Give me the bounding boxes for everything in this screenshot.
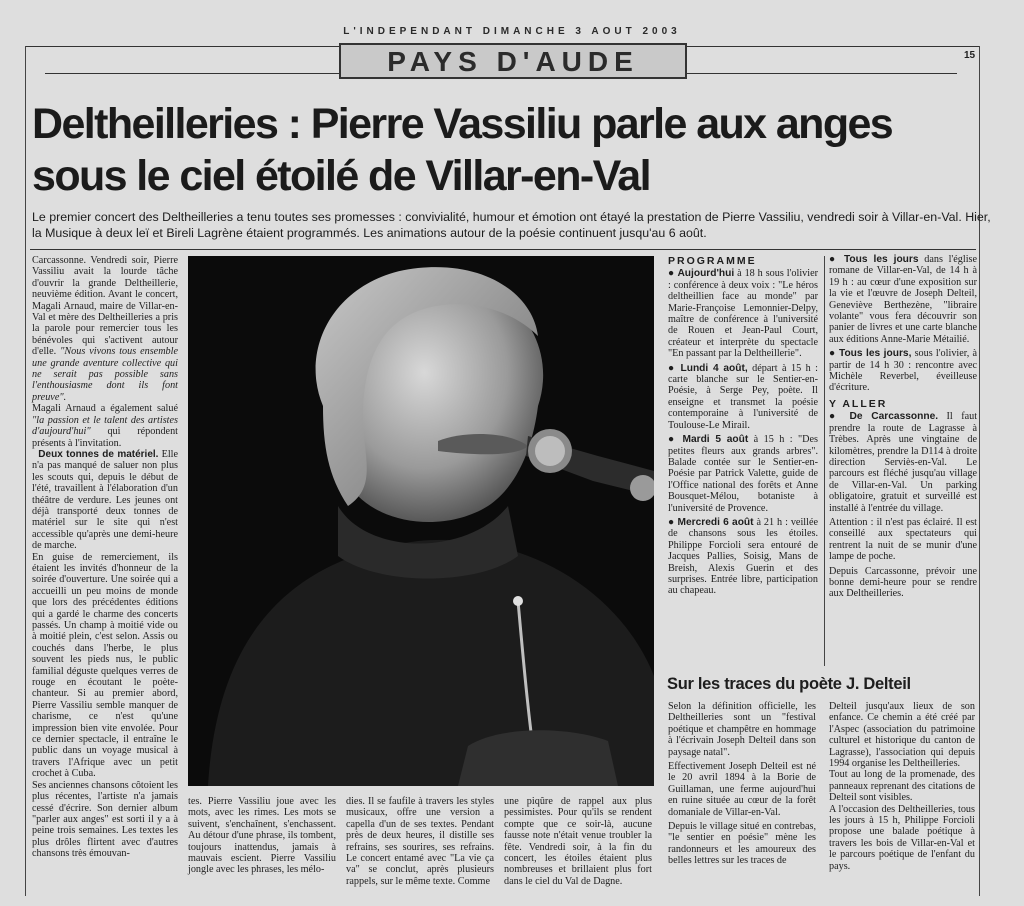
traces-para: Tout au long de la promenade, des panneaux reprenant des citations de Delteil sont visibles. <box>829 769 975 804</box>
col1-para <box>32 255 178 403</box>
page-number: 15 <box>964 50 976 61</box>
col1-quote: "la passion et le talent des artistes d'aujourd'hui" <box>32 414 178 438</box>
col1-text: Carcassonne. Vendredi soir, Pierre Vassiliu avait la lourde tâche d'ouvrir la grande Deltheillerie, neuvième édition. Avant le concert, Magali Arnaud, maire de Villar-en-Val et mère des Deltheilleries a pris la parole pour remercier tous les bénévoles qui s'activent autour d'elle. <box>32 255 178 358</box>
programme-item-text: à 18 h sous l'olivier : conférence à deux voix : "Le héros deltheillien face au monde" par Marie-Françoise Lemonnier-Delpy, maître de conférence à l'université de Rouen et Jean-Paul Court, créateur et interprète du spectacle "En passant par la Deltheillerie". <box>668 268 818 360</box>
y-aller-title: Y ALLER <box>829 397 888 410</box>
info-item: ● De Carcassonne. Il faut prendre la route de Lagrasse à Trèbes. Après une vingtaine de kilomètres, prendre la D114 à droite direction Serviès-en-Val. Le parcours est fléché jusqu'au village de Villar-en-Val. Un parking obligatoire, gratuit et surveillé est installé à l'entrée du village. <box>829 411 978 514</box>
traces-subhead: Sur les traces du poète J. Delteil <box>667 675 911 693</box>
traces-para: Selon la définition officielle, les Deltheilleries sont un "festival poétique et champêtre en hommage à l'écrivain Joseph Delteil dans son paysage natal". <box>668 701 816 758</box>
rule-under-standfirst <box>30 249 976 250</box>
rule-right-mid <box>687 73 957 74</box>
traces-column-left <box>668 701 816 867</box>
programme-item-text: à 15 h : "Des petites fleurs aux grands arbres". Balade contée sur le Sentier-en-Poésie par Patrick Valette, guide de l'Office national des forêts et Anne Bousquet-Mélou, botaniste à l'université de Provence. <box>668 434 819 514</box>
headline: Deltheilleries : Pierre Vassiliu parle aux anges sous le ciel étoilé de Villar-en-Val <box>32 100 893 200</box>
col1-quote: "Nous vivons tous ensemble une grande aventure collective qui ne serait pas possible sans l'enthousiasme dont ils font preuve". <box>32 346 179 403</box>
programme-column <box>668 254 818 597</box>
col1-text: qui répondent présents à l'invitation. <box>32 426 178 449</box>
traces-para: Depuis le village situé en contrebas, "le sentier en poésie" mène les randonneurs et les amoureux des belles lettres sur les traces de <box>668 821 816 867</box>
info-item: ● Tous les jours, sous l'olivier, à partir de 14 h 30 : rencontre avec Michèle Reverbel, éveilleuse d'écriture. <box>829 348 978 394</box>
info-item: ● Tous les jours dans l'église romane de Villar-en-Val, de 14 h à 19 h : au cœur d'une exposition sur la vie et l'œuvre de Joseph Delteil, Geneviève Berthezène, "libraire volante" vous fera découvrir son panier de livres et une carte blanche aux éditions Anne-Marie Métailié. <box>829 254 978 345</box>
bottom-column-two: dies. Il se faufile à travers les styles musicaux, offre une version a capella d'un de ses textes. Pendant près de deux heures, il distille ses refrains, ses sourires, ses refrains. Le concert entamé avec "La vie ça va" se conclut, après plusieurs rappels, sur le même texte. Comme <box>346 796 494 887</box>
programme-item-text: départ à 15 h : carte blanche sur le Sentier-en-Poésie, à Serge Pey, poète. Il enseigne et transmet la poésie contemporaine à l'université de Toulouse-Le Mirail. <box>668 362 819 431</box>
info-item-text: sous l'olivier, à partir de 14 h 30 : rencontre avec Michèle Reverbel, éveilleuse d'écriture. <box>829 348 978 394</box>
info-depuis: Depuis Carcassonne, prévoir une bonne demi-heure pour se rendre aux Deltheilleries. <box>829 565 977 600</box>
standfirst: Le premier concert des Deltheilleries a tenu toutes ses promesses : convivialité, humour et émotion ont étayé la prestation de Pierre Vassiliu, vendredi soir à Villar-en-Val. Hier, la Musique à deux leï et Bireli Lagrène étaient programmés. Les animations autour de la poésie continuent jusqu'au 6 août. <box>32 210 991 240</box>
info-column <box>829 254 977 600</box>
programme-item-lead: Mercredi 6 août <box>677 516 754 528</box>
bottom-column-three: une piqûre de rappel aux plus pessimistes. Pour qu'ils se rendent compte que ce soir-là, aucune fausse note n'était venue troubler la fête. Vendredi soir, à la fin du concert, les étoiles étaient plus nombreuses et brillaient plus fort dans le ciel du Val de Dagne. <box>504 796 652 887</box>
rule-left-mid <box>45 73 339 74</box>
col1-text: Elle n'a pas manqué de saluer non plus les scouts qui, depuis le début de l'été, travaillent à l'élaboration d'un théâtre de verdure. Les jeunes ont déjà transporté deux tonnes de matériel sur le site qui n'est accessible qu'après une demi-heure de marche. <box>32 448 179 552</box>
frame-left <box>25 46 26 896</box>
col1-subhead: Deux tonnes de matériel. <box>38 448 159 460</box>
rule-right-top <box>687 46 979 47</box>
col1-para <box>32 449 178 552</box>
programme-item: ● Lundi 4 août, départ à 15 h : carte blanche sur le Sentier-en-Poésie, à Serge Pey, poète. Il enseigne et transmet la poésie contemporaine à l'université de Toulouse-Le Mirail. <box>668 362 819 431</box>
info-item-lead: Tous les jours, <box>838 348 912 360</box>
rule-left-top <box>25 46 339 47</box>
programme-item-text: à 21 h : veillée de chansons sous les étoiles. Philippe Forcioli sera entouré de Jacques Pallies, Soisig, Mans de Breish, Alexis Guerin et des surprises. Entrée libre, participation au chapeau. <box>668 516 818 597</box>
info-item-text: dans l'église romane de Villar-en-Val, de 14 h à 19 h : au cœur d'une exposition sur la vie et l'œuvre de Joseph Delteil, Geneviève Berthezène, "libraire volante" vous fera découvrir son panier de livres et une carte blanche aux éditions Anne-Marie Métailié. <box>829 254 978 345</box>
section-label: PAYS D'AUDE <box>339 43 687 79</box>
concert-photo <box>188 256 654 786</box>
programme-item: ● Mardi 5 août à 15 h : "Des petites fleurs aux grands arbres". Balade contée sur le Sentier-en-Poésie par Patrick Valette, guide de l'Office national des forêts et Anne Bousquet-Mélou, botaniste à l'université de Provence. <box>668 434 819 514</box>
traces-column-right <box>829 701 975 872</box>
traces-para: Effectivement Joseph Delteil est né le 20 avril 1894 à la Borie de Guillaman, une ferme aujourd'hui en ruine située au cœur de la forêt domaniale de Villar-en-Val. <box>668 761 816 818</box>
info-item-lead: De Carcassonne. <box>849 411 939 423</box>
programme-item: ● Mercredi 6 août à 21 h : veillée de chansons sous les étoiles. Philippe Forcioli sera entouré de Jacques Pallies, Soisig, Mans de Breish, Alexis Guerin et des surprises. Entrée libre, participation au chapeau. <box>668 516 818 597</box>
info-attention: Attention : il n'est pas éclairé. Il est conseillé aux spectateurs qui rentrent la nuit de se munir d'une lampe de poche. <box>829 516 977 563</box>
programme-item-lead: Lundi 4 août, <box>680 362 748 374</box>
traces-para: A l'occasion des Deltheilleries, tous les jours à 15 h, Philippe Forcioli propose une balade poétique à travers les bois de Villar-en-Val et le parcours poétique de l'enfant du pays. <box>829 803 975 872</box>
singer-photo-illustration <box>188 256 654 786</box>
col1-para: Ses anciennes chansons côtoient les plus récentes, l'artiste n'a jamais cessé d'écrire. Son dernier album "parler aux anges" est sorti il y a à peine trois semaines. Les textes les plus drôles flirtent avec d'autres chansons très émouvan- <box>32 779 178 860</box>
col1-para <box>32 403 178 449</box>
bottom-column-one: tes. Pierre Vassiliu joue avec les mots, avec les rimes. Les mots se suivent, s'enchaînent, s'enchassent. Au détour d'une phrase, ils tombent, toujours inattendus, jamais à mauvais escient. Pierre Vassiliu jongle avec les phrases, les mélo- <box>188 796 336 876</box>
column-one <box>32 255 178 860</box>
masthead: L'INDEPENDANT DIMANCHE 3 AOUT 2003 <box>343 26 681 37</box>
info-item-text: Il faut prendre la route de Lagrasse à Trèbes. Après une vingtaine de kilomètres, prendre la D114 à droite direction Serviès-en-Val. Le parcours est fléché jusqu'au village de Villar-en-Val. Un parking obligatoire, gratuit et surveillé est installé à l'entrée du village. <box>829 411 978 514</box>
programme-item-lead: Mardi 5 août <box>682 434 749 446</box>
programme-title: PROGRAMME <box>668 255 757 267</box>
programme-item: ● Aujourd'hui à 18 h sous l'olivier : conférence à deux voix : "Le héros deltheillien face au monde" par Marie-Françoise Lemonnier-Delpy, maître de conférence à l'université de Rouen et Jean-Paul Court, créateur et interprète du spectacle "En passant par la Deltheillerie". <box>668 268 818 360</box>
col1-para: En guise de remerciement, ils étaient les invités d'honneur de la soirée d'ouverture. Une soirée qui a accueilli un peu moins de monde que lors des précédentes éditions qui a gardé le charme des concerts passés. Un champ à moitié vide ou à moitié plein, c'est selon. Assis ou couchés dans l'herbe, le plus souvent les pieds nus, le public familial déguste quelques verres de rouge en écoutant le poète-chanteur. Si au premier abord, Pierre Vassiliu semble manquer de charisme, ce n'est qu'une impression bien vite envolée. Pour ce dernier spectacle, il entraîne le public dans un voyage musical à travers l'Afrique avec un petit crochet à Cuba. <box>32 551 178 780</box>
col1-text: Magali Arnaud a également salué <box>32 403 178 415</box>
info-item-lead: Tous les jours <box>843 254 919 265</box>
traces-para: Delteil jusqu'aux lieux de son enfance. Ce chemin a été créé par l'Aspec (association du patrimoine culturel et historique du canton de Lagrasse), l'association qui depuis 1994 organise les Deltheilleries. <box>829 701 975 770</box>
column-divider <box>824 256 825 666</box>
programme-item-lead: Aujourd'hui <box>677 268 735 280</box>
